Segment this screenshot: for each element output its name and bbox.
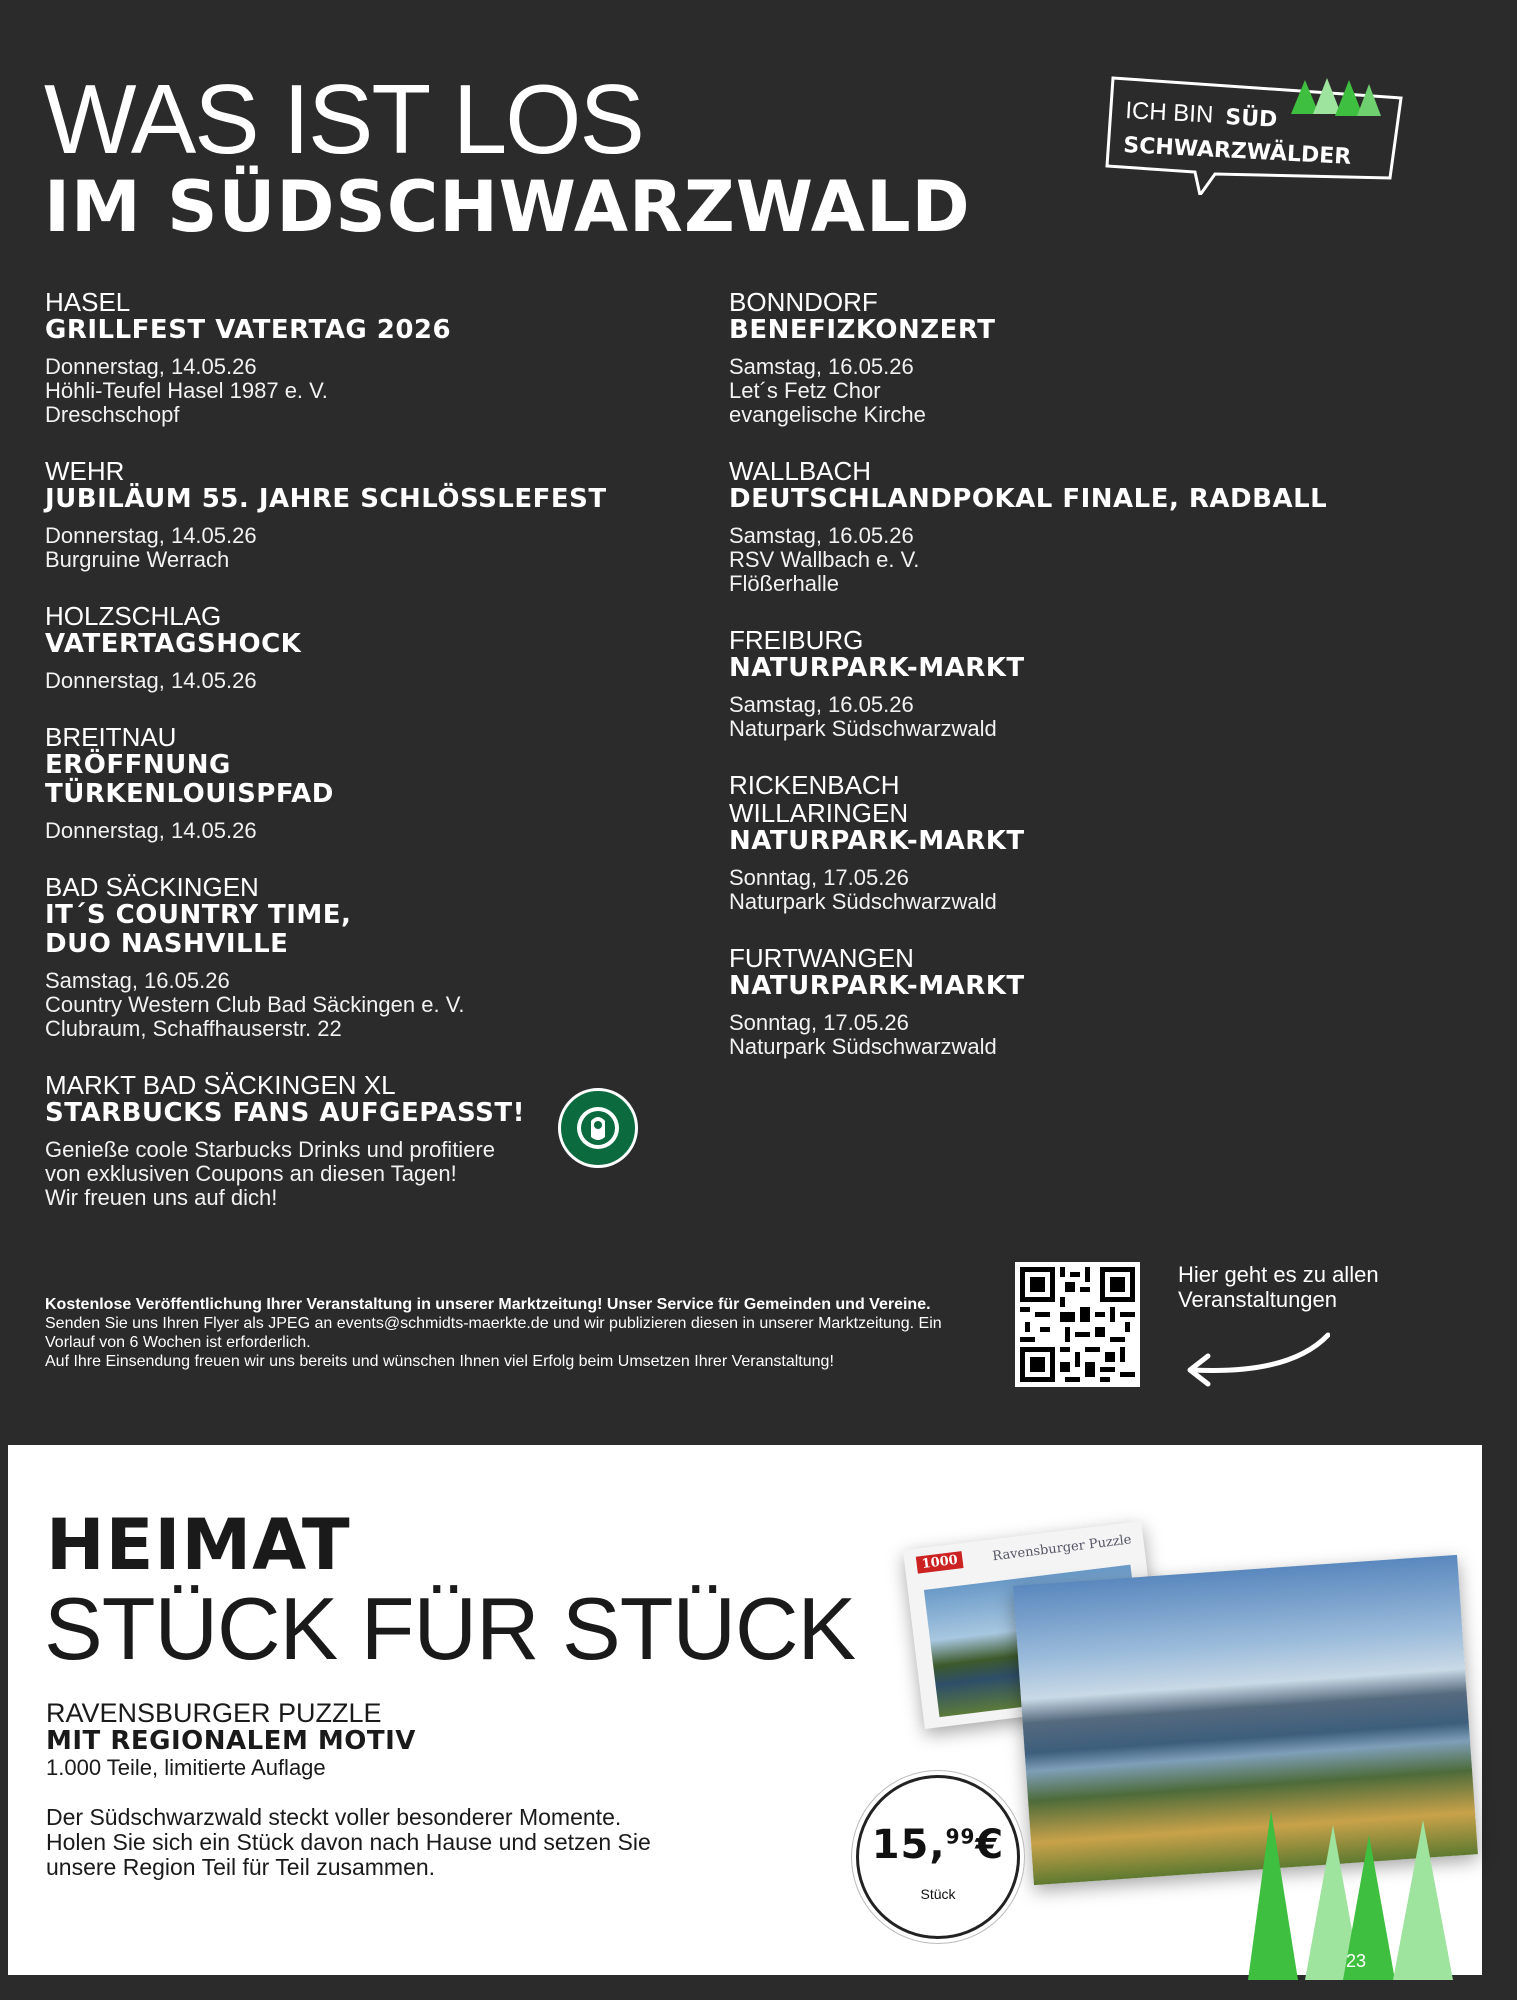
event-detail: Samstag, 16.05.26 xyxy=(729,523,914,548)
event-detail: Naturpark Südschwarzwald xyxy=(729,1034,997,1059)
event-detail: evangelische Kirche xyxy=(729,402,926,427)
product-brand: RAVENSBURGER PUZZLE xyxy=(46,1698,382,1728)
event-location: BAD SÄCKINGEN xyxy=(45,872,259,902)
page-title: WAS IST LOS xyxy=(44,64,643,174)
product-description: Der Südschwarzwald steckt voller besonderer Momente. Holen Sie sich ein Stück davon nach Hause und setzen Sie unsere Region Teil für Teil zusammen. xyxy=(46,1804,651,1880)
event-name: VATERTAGSHOCK xyxy=(45,629,302,659)
price-amount: 15,99€ xyxy=(871,1822,1005,1868)
price-badge xyxy=(856,1775,1020,1939)
event-detail: Let´s Fetz Chor xyxy=(729,378,881,403)
product-spec: 1.000 Teile, limitierte Auflage xyxy=(46,1755,326,1780)
event-name: STARBUCKS FANS AUFGEPASST! xyxy=(45,1098,525,1128)
event-location: FURTWANGEN xyxy=(729,943,914,973)
event-location: RICKENBACH WILLARINGEN xyxy=(729,770,909,828)
event-detail: Samstag, 16.05.26 xyxy=(45,968,230,993)
event-location: HASEL xyxy=(45,287,131,317)
notice-line: Senden Sie uns Ihren Flyer als JPEG an events@schmidts-maerkte.de und wir publizieren diesen in unserer Marktzeitung. Ein Vorlauf von 6 Wochen ist erforderlich. xyxy=(45,1315,942,1351)
event-location: FREIBURG xyxy=(729,625,864,655)
event-furtwangen xyxy=(729,944,1389,1059)
event-detail: RSV Wallbach e. V. xyxy=(729,547,920,572)
event-detail: Clubraum, Schaffhauserstr. 22 xyxy=(45,1016,342,1041)
events-right-column xyxy=(729,288,1389,1089)
event-detail: Flößerhalle xyxy=(729,571,840,596)
event-name: IT´S COUNTRY TIME, DUO NASHVILLE xyxy=(45,900,352,959)
promo-headline-light: STÜCK FÜR STÜCK xyxy=(44,1579,856,1678)
event-name: NATURPARK-MARKT xyxy=(729,653,1025,683)
arrow-left-icon xyxy=(1180,1330,1330,1390)
event-detail: Genieße coole Starbucks Drinks und profitiere xyxy=(45,1137,495,1162)
event-detail: Donnerstag, 14.05.26 xyxy=(45,354,257,379)
product-name: MIT REGIONALEM MOTIV xyxy=(46,1726,416,1756)
page-number: 23 xyxy=(1345,1951,1367,1971)
event-wallbach xyxy=(729,457,1389,596)
event-detail: Samstag, 16.05.26 xyxy=(729,354,914,379)
event-name: NATURPARK-MARKT xyxy=(729,971,1025,1001)
event-name: DEUTSCHLANDPOKAL FINALE, RADBALL xyxy=(729,484,1328,514)
event-detail: Sonntag, 17.05.26 xyxy=(729,1010,909,1035)
sud-schwarzwaelder-badge xyxy=(1105,70,1405,195)
notice-line: Auf Ihre Einsendung freuen wir uns bereits und wünschen Ihnen viel Erfolg beim Umsetzen Ihrer Veranstaltung! xyxy=(45,1353,834,1370)
event-rickenbach-willaringen xyxy=(729,771,1389,914)
badge-text-sud: SÜD xyxy=(1224,105,1278,133)
event-detail: Samstag, 16.05.26 xyxy=(729,692,914,717)
badge-text-ich-bin: ICH BIN xyxy=(1124,97,1214,129)
event-location: MARKT BAD SÄCKINGEN XL xyxy=(45,1070,396,1100)
event-detail: Donnerstag, 14.05.26 xyxy=(45,818,257,843)
event-location: WALLBACH xyxy=(729,456,872,486)
event-bad-saeckingen xyxy=(45,873,705,1041)
badge-text-schwarzwaelder: SCHWARZWÄLDER xyxy=(1122,133,1352,170)
notice-bold: Kostenlose Veröffentlichung Ihrer Veranstaltung in unserer Marktzeitung! Unser Service für Gemeinden und Vereine. xyxy=(45,1296,931,1313)
tree-icon xyxy=(1291,78,1381,116)
event-name: BENEFIZKONZERT xyxy=(729,315,996,345)
page-subtitle: IM SÜDSCHWARZWALD xyxy=(44,166,971,248)
event-detail: von exklusiven Coupons an diesen Tagen! xyxy=(45,1161,457,1186)
tree-icon xyxy=(1243,1805,1473,1980)
qr-caption: Hier geht es zu allen Veranstaltungen xyxy=(1178,1262,1379,1312)
publication-notice xyxy=(45,1295,985,1371)
event-detail: Burgruine Werrach xyxy=(45,547,230,572)
event-detail: Höhli-Teufel Hasel 1987 e. V. xyxy=(45,378,328,403)
price-unit: Stück xyxy=(920,1886,956,1902)
event-detail: Donnerstag, 14.05.26 xyxy=(45,668,257,693)
event-breitnau xyxy=(45,723,705,843)
event-detail: Donnerstag, 14.05.26 xyxy=(45,523,257,548)
event-detail: Wir freuen uns auf dich! xyxy=(45,1185,278,1210)
qr-code[interactable] xyxy=(1015,1262,1140,1387)
event-detail: Sonntag, 17.05.26 xyxy=(729,865,909,890)
event-holzschlag xyxy=(45,602,705,693)
starbucks-logo-icon xyxy=(558,1088,638,1168)
puzzle-promo xyxy=(8,1445,1482,1975)
event-name: GRILLFEST VATERTAG 2026 xyxy=(45,315,452,345)
event-location: BONNDORF xyxy=(729,287,878,317)
event-hasel xyxy=(45,288,705,427)
event-detail: Naturpark Südschwarzwald xyxy=(729,889,997,914)
puzzle-piece-count: 1000 xyxy=(916,1551,964,1574)
promo-headline-bold: HEIMAT xyxy=(46,1504,351,1586)
event-bonndorf xyxy=(729,288,1389,427)
puzzle-box-brand: Ravensburger Puzzle xyxy=(991,1532,1133,1565)
event-detail: Naturpark Südschwarzwald xyxy=(729,716,997,741)
event-detail: Country Western Club Bad Säckingen e. V. xyxy=(45,992,465,1017)
event-name: NATURPARK-MARKT xyxy=(729,826,1025,856)
event-detail: Dreschschopf xyxy=(45,402,180,427)
event-location: BREITNAU xyxy=(45,722,177,752)
event-location: WEHR xyxy=(45,456,125,486)
event-wehr xyxy=(45,457,705,572)
event-name: ERÖFFNUNG TÜRKENLOUISPFAD xyxy=(45,750,334,809)
event-freiburg xyxy=(729,626,1389,741)
event-location: HOLZSCHLAG xyxy=(45,601,222,631)
event-name: JUBILÄUM 55. JAHRE SCHLÖSSLEFEST xyxy=(45,484,607,514)
